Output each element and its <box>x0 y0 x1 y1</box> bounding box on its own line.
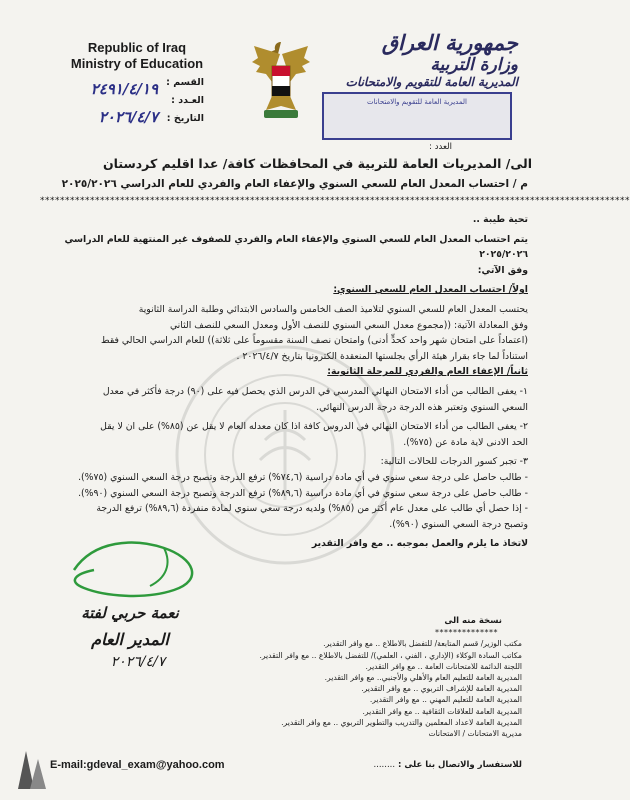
item-3-case-a: - طالب حاصل على درجة سعي سنوي في أي مادة دراسية (٧٤,٦%) ترفع الدرجة وتصبح درجة السعي السنوي (٧٥%). <box>78 471 528 483</box>
item-3-case-c: - إذا حصل أي طالب على معدل عام أكثر من (٨٥%) ولديه درجة سعي سنوي لمادة منفردة (٨٩,٦%) ترفع الدرجة <box>96 503 528 515</box>
arabic-number-label: العدد : <box>429 142 452 152</box>
copy-item: المديرية العامة للتعليم العام والأهلي والأجنبي.. مع وافر التقدير. <box>324 673 522 683</box>
section-label: القسم : <box>166 77 204 88</box>
separator-stars: ********************************************************************************************************************** <box>40 196 630 206</box>
item-2-line-2: الحد الادنى لاية مادة عن (٧٥%). <box>403 436 528 448</box>
number-value-handwritten: ٢٤٩١/٤/١٩ <box>90 80 158 98</box>
section-one-line-1: يحتسب المعدل العام للسعي السنوي لتلاميذ الصف الخامس والسادس الابتدائي وطلبة الدراسة الثانوية <box>138 303 528 315</box>
signature-date: ٢٠٢٦/٤/٧ <box>110 654 166 670</box>
item-3-title: ٣- تجبر كسور الدرجات للحالات التالية: <box>380 456 528 468</box>
footer-email[interactable]: E-mail:gdeval_exam@yahoo.com <box>50 759 225 771</box>
footer-contact <box>373 760 522 770</box>
closing-line: لاتخاذ ما يلزم والعمل بموجبه .. مع وافر التقدير <box>311 538 528 550</box>
section-two-title: ثانياً/ الإعفاء العام والفردي للمرحلة الثانوية: <box>327 366 528 378</box>
section-one-line-3: (اعتماداً على امتحان شهر واحد كحدٍّ أدنى) وامتحان نصف السنة مقسوماً على ثلاثة)) للعام الدراسي الحالي فقط <box>101 335 528 347</box>
country-name-ar: جمهورية العراق <box>381 30 518 55</box>
date-label: التاريخ : <box>166 113 204 124</box>
date-value-handwritten: ٢٠٢٦/٤/٧ <box>98 108 158 126</box>
copy-item: مكاتب السادة الوكلاء (الإداري ، الفني ، العلمي)/ للتفضل بالاطلاع .. مع وافر التقدير. <box>259 650 522 660</box>
directorate-name-ar: المديرية العامة للتقويم والامتحانات <box>345 75 518 89</box>
ministry-name-en: Ministry of Education <box>70 56 204 71</box>
copy-item: المديرية العامة للتعليم المهني .. مع وافر التقدير. <box>369 695 522 705</box>
copy-item: مكتب الوزير/ قسم المتابعة/ للتفضل بالاطلاع .. مع وافر التقدير. <box>323 639 522 649</box>
copy-item: المديرية العامة للعلاقات الثقافية .. مع وافر التقدير. <box>362 706 522 716</box>
header-english <box>52 40 222 71</box>
item-2-line-1: ٢- يعفى الطالب من أداء الامتحان النهائي في الدروس كافة اذا كان معدله العام لا يقل عن (٨٥%) على ان لا يقل <box>100 421 528 433</box>
stamp-text: المديرية العامة للتقويم والامتحانات <box>367 98 467 106</box>
received-stamp <box>322 92 512 140</box>
copy-item: المديرية العامة لاعداد المعلمين والتدريب والتطوير التربوي .. مع وافر التقدير. <box>281 717 522 727</box>
copy-item: المديرية العامة للإشراف التربوي .. مع وافر التقدير. <box>361 684 522 694</box>
letter-body <box>36 212 528 552</box>
subject-line: م / احتساب المعدل العام للسعي السنوي والإعفاء العام والفردي للعام الدراسي ٢٠٢٥/٢٠٢٦ <box>61 178 528 190</box>
item-3-case-b: - طالب حاصل على درجة سعي سنوي في أي مادة دراسية (٨٩,٦%) ترفع الدرجة وتصبح درجة السعي السنوي (٩٠%). <box>78 487 528 499</box>
contact-label: للاستفسار والاتصال بنا على : <box>398 760 522 770</box>
item-3-case-c-cont: وتصبح درجة السعي السنوي (٩٠%). <box>389 518 528 530</box>
number-label: العـدد : <box>171 95 204 106</box>
green-signature-icon <box>54 530 214 610</box>
section-one-line-2: وفق المعادلة الآتية: ((مجموع معدل السعي السنوي للنصف الأول ومعدل السعي للنصف الثاني <box>169 319 528 331</box>
copies-heading: نسخة منه الى <box>444 616 502 626</box>
copy-item: اللجنة الدائمة للامتحانات العامة .. مع وافر التقدير. <box>365 661 522 671</box>
copies-stars: ************** <box>435 628 498 638</box>
section-one-line-4: استناداً لما جاء بقرار هيئة الرأي بجلستها المنعقدة الكترونيا بتاريخ ٢٠٢٦/٤/٧ . <box>236 350 528 362</box>
publisher-logo-icon <box>12 745 48 793</box>
item-1-line-2: السعي السنوي وتعتبر هذه الدرجة درجة الدرس النهائي. <box>316 401 528 413</box>
director-title: المدير العام <box>91 630 169 649</box>
item-1-line-1: ١- يعفى الطالب من أداء الامتحان النهائي المدرسي في الدرس الذي يحصل فيه على (٩٠) درجة فأكثر في معدل <box>102 385 528 397</box>
as-follows: وفق الآتي: <box>477 264 528 276</box>
iraq-emblem-icon <box>250 36 312 126</box>
header-arabic <box>318 30 518 89</box>
contact-dots: ........ <box>373 760 396 770</box>
country-name-en: Republic of Iraq <box>87 40 187 55</box>
addressee-line: الى/ المديريات العامة للتربية في المحافظات كافة/ عدا اقليم كردستان <box>103 156 532 171</box>
ref-date-row <box>44 110 204 128</box>
copies-list <box>222 616 522 739</box>
director-name: نعمة حربي لفتة <box>81 604 179 622</box>
greeting: تحية طيبة .. <box>472 214 528 225</box>
ministry-name-ar: وزارة التربية <box>430 55 518 75</box>
section-one-title: اولاً/ احتساب المعدل العام للسعي السنوي: <box>333 284 528 296</box>
copy-item: مديرية الامتحانات / الامتحانات <box>428 729 522 739</box>
intro-paragraph: يتم احتساب المعدل العام للسعي السنوي والإعفاء العام والفردي للصفوف غير المنتهية للعام الدراسي ٢٠٢٥/٢٠٢٦ <box>64 233 528 261</box>
